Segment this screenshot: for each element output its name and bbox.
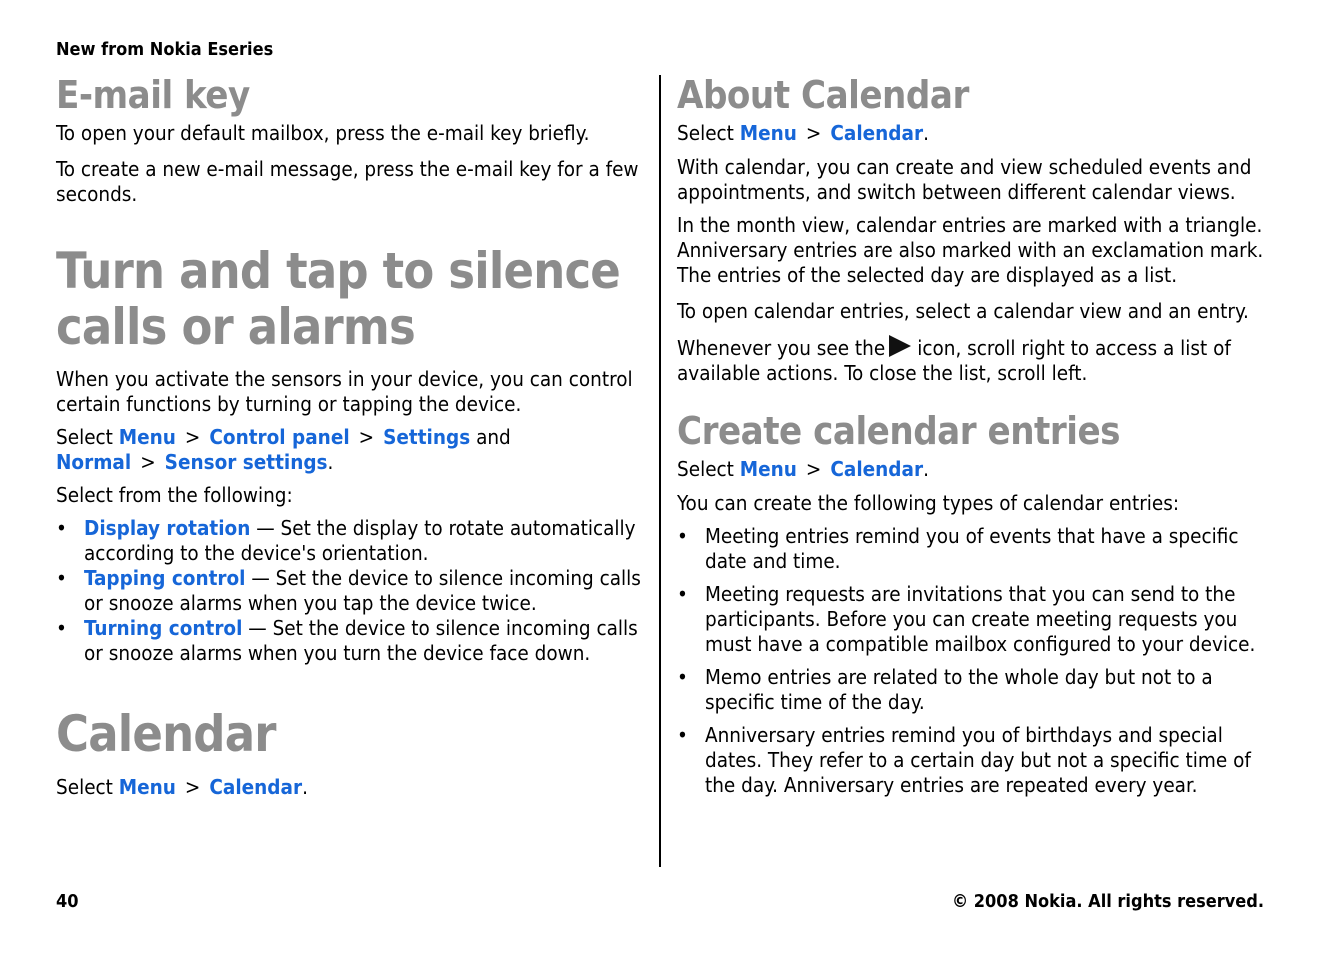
period: .: [302, 775, 308, 799]
about-calendar-paragraph-2: In the month view, calendar entries are marked with a triangle. Anniversary entries are also marked with an exclamation mark. The entries of the selected day are displayed as a list.: [677, 213, 1264, 287]
turn-tap-path: [56, 425, 648, 475]
left-column: [56, 72, 648, 800]
select-from-following: Select from the following:: [56, 483, 293, 507]
settings-link[interactable]: Settings: [383, 425, 471, 449]
copyright-notice: © 2008 Nokia. All rights reserved.: [951, 891, 1264, 912]
calendar-heading: Calendar: [56, 705, 276, 763]
list-item: • Anniversary entries remind you of birthdays and special dates. They refer to a certain day but not a specific time of the day. Anniversary entries are repeated every year.: [677, 723, 1277, 798]
list-item-desc: — Set the device to silence incoming calls or snooze alarms when you tap the device twice.: [84, 566, 641, 615]
list-item-desc: — Set the display to rotate automatically according to the device's orientation.: [84, 516, 636, 565]
about-calendar-path: [677, 121, 1277, 146]
create-entries-intro: You can create the following types of calendar entries:: [677, 491, 1180, 515]
email-key-heading: E-mail key: [56, 73, 250, 117]
about-calendar-heading: About Calendar: [677, 73, 969, 117]
turn-tap-heading: Turn and tap to silence calls or alarms: [56, 242, 621, 356]
tapping-control-link[interactable]: Tapping control: [84, 566, 246, 590]
p4-before: Whenever you see the: [677, 336, 886, 360]
path-separator: >: [358, 425, 375, 449]
sensor-settings-link[interactable]: Sensor settings: [164, 450, 328, 474]
page-number: 40: [56, 891, 79, 912]
sensor-options-list: [56, 516, 648, 666]
menu-link[interactable]: Menu: [739, 457, 797, 481]
entry-types-list: [677, 524, 1277, 798]
path-separator: >: [805, 457, 822, 481]
menu-link[interactable]: Menu: [739, 121, 797, 145]
select-word: Select: [56, 775, 113, 799]
create-entries-path: [677, 457, 1277, 482]
calendar-path: [56, 775, 648, 800]
list-item: [56, 616, 648, 666]
list-item-desc: — Set the device to silence incoming calls or snooze alarms when you turn the device face down.: [84, 616, 638, 665]
path-separator: >: [140, 450, 156, 474]
select-word: Select: [677, 457, 734, 481]
list-item: • Meeting requests are invitations that you can send to the participants. Before you can create meeting requests you must have a compatible mailbox configured to your device.: [677, 582, 1277, 657]
about-calendar-paragraph-3: To open calendar entries, select a calendar view and an entry.: [677, 299, 1249, 323]
about-calendar-section: [677, 72, 1277, 386]
create-entries-section: [677, 408, 1277, 798]
create-entries-heading: Create calendar entries: [677, 409, 1121, 453]
turn-tap-intro: When you activate the sensors in your device, you can control certain functions by turning or tapping the device.: [56, 367, 633, 416]
select-word: Select: [677, 121, 734, 145]
period: .: [327, 450, 334, 474]
calendar-link[interactable]: Calendar: [830, 121, 924, 145]
right-column: [677, 72, 1277, 798]
turn-tap-section: [56, 243, 648, 666]
list-item: [56, 516, 648, 566]
normal-link[interactable]: Normal: [56, 450, 132, 474]
select-word: Select: [56, 425, 113, 449]
p4-after: icon, scroll right to access a list of available actions. To close the list, scroll left.: [677, 336, 1231, 385]
about-calendar-paragraph-1: With calendar, you can create and view scheduled events and appointments, and switch between different calendar views.: [677, 155, 1252, 204]
path-separator: >: [184, 425, 201, 449]
menu-link[interactable]: Menu: [118, 775, 176, 799]
list-item: [56, 566, 648, 616]
and-word: and: [476, 425, 511, 449]
play-triangle-icon: [889, 335, 911, 357]
period: .: [923, 457, 929, 481]
period: .: [923, 121, 929, 145]
display-rotation-link[interactable]: Display rotation: [84, 516, 251, 540]
menu-link[interactable]: Menu: [118, 425, 176, 449]
calendar-section: [56, 706, 648, 800]
list-item: • Meeting entries remind you of events that have a specific date and time.: [677, 524, 1277, 574]
calendar-link[interactable]: Calendar: [830, 457, 924, 481]
turning-control-link[interactable]: Turning control: [84, 616, 243, 640]
path-separator: >: [184, 775, 201, 799]
path-separator: >: [805, 121, 822, 145]
about-calendar-paragraph-4: [677, 335, 1277, 386]
list-item: • Memo entries are related to the whole day but not to a specific time of the day.: [677, 665, 1277, 715]
running-header: New from Nokia Eseries: [56, 39, 274, 60]
calendar-link[interactable]: Calendar: [209, 775, 303, 799]
column-divider: [659, 75, 661, 867]
control-panel-link[interactable]: Control panel: [209, 425, 350, 449]
email-key-paragraph-2: To create a new e-mail message, press the e-mail key for a few seconds.: [56, 157, 639, 206]
email-key-section: [56, 72, 648, 207]
email-key-paragraph-1: To open your default mailbox, press the e-mail key briefly.: [56, 121, 590, 145]
